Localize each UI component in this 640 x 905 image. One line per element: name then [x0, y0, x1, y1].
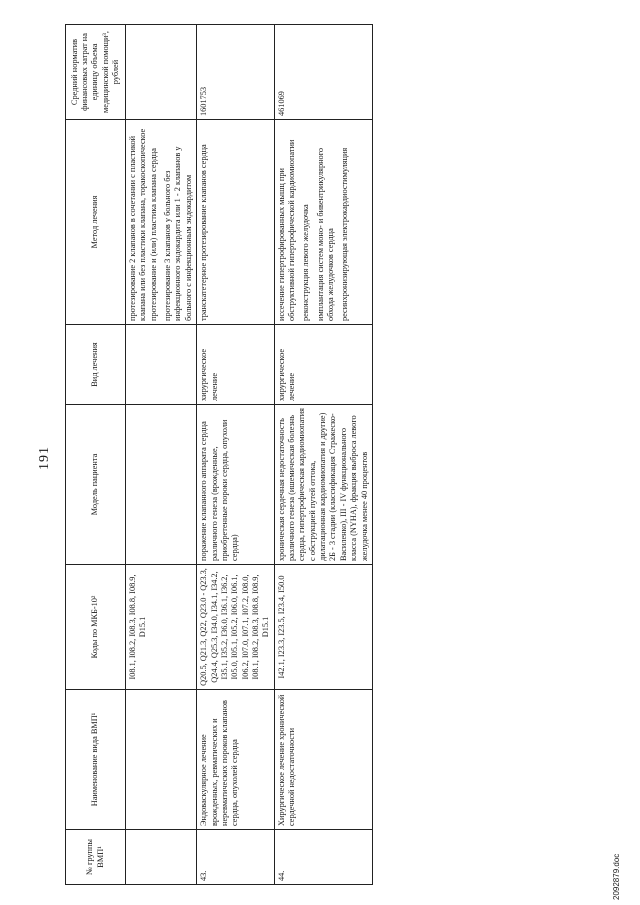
header-group-number: № группы ВМП¹: [66, 830, 126, 885]
vmp-table: [65, 24, 373, 885]
cost-norm: 1601753: [197, 25, 275, 120]
method-item: имплантация систем моно- и бивентрикулярного обхода желудочков сердца: [315, 147, 336, 321]
page-number: 191: [37, 446, 52, 470]
treatment-methods: [197, 120, 275, 325]
patient-model: хроническая сердечная недостаточность различного генеза (ишемическая болезнь сердца, гипертрофическая кардиомиопатия с обструкцией путей оттока, дилатационная кардиомиопатия и другие) 2Б - 3 стадии (классификация Стражеско-Василенко), III - IV функционального класса (NYHA), фракция выброса левого желудочка менее 40 процентов: [274, 405, 372, 565]
table-row: [126, 25, 197, 885]
vmp-name: [126, 690, 197, 830]
group-number: 43.: [197, 830, 275, 885]
vmp-name: Хирургическое лечение хронической сердечной недостаточности: [274, 690, 372, 830]
patient-model: поражение клапанного аппарата сердца различного генеза (врожденные, приобретенные пороки сердца, опухоли сердца): [197, 405, 275, 565]
cost-norm: 461069: [274, 25, 372, 120]
treatment-type: хирургическое лечение: [274, 325, 372, 405]
method-item: реконструкция левого желудочка: [301, 204, 311, 321]
icd-codes: I08.1, I08.2, I08.3, I08.8, I08.9, D15.1: [126, 565, 197, 690]
header-treatment-method: Метод лечения: [66, 120, 126, 325]
method-item: ресинхронизирующая электрокардиостимуляция: [340, 147, 350, 321]
cost-norm: [126, 25, 197, 120]
header-treatment-type: Вид лечения: [66, 325, 126, 405]
document-filename: 2092879.doc: [612, 853, 621, 900]
treatment-methods: [274, 120, 372, 325]
treatment-type: хирургическое лечение: [197, 325, 275, 405]
group-number: [126, 830, 197, 885]
table-row: [274, 25, 372, 885]
patient-model: [126, 405, 197, 565]
icd-codes: Q20.5, Q21.3, Q22, Q23.0 - Q23.3, Q24.4, Q25.3, I34.0, I34.1, I34.2, I35.1, I35.2, I36.0, I36.1, I36.2, I05.0, I05.1, I05.2, I06.0, I06.1, I06.2, I07.0, I07.1, I07.2, I08.0, I08.1, I08.2, I08.3, I08.8, I08.9, D15.1: [197, 565, 275, 690]
table-header-row: [66, 25, 126, 885]
treatment-type: [126, 325, 197, 405]
icd-codes: I42.1, I23.3, I23.5, I23.4, I50.0: [274, 565, 372, 690]
header-icd-codes: Коды по МКБ-10²: [66, 565, 126, 690]
vmp-name: Эндоваскулярное лечение врожденных, ревматических и неревматических пороков клапанов сердца, опухолей сердца: [197, 690, 275, 830]
group-number: 44.: [274, 830, 372, 885]
header-cost-norm: Средний норматив финансовых затрат на единицу объема медицинской помощи³, рублей: [66, 25, 126, 120]
method-item: иссечение гипертрофированных мышц при обструктивной гипертрофической кардиомиопатии: [276, 139, 297, 321]
header-vmp-name: Наименование вида ВМП¹: [66, 690, 126, 830]
header-patient-model: Модель пациента: [66, 405, 126, 565]
method-item: протезирование 3 клапанов у больного без инфекционного эндокардита или 1 - 2 клапанов у больного с инфекционным эндокардитом: [163, 146, 193, 321]
treatment-methods: [126, 120, 197, 325]
method-item: протезирование 2 клапанов в сочетании с пластикой клапана или без пластики клапана, торакоскопическое протезирование и (или) пластика клапана сердца: [128, 128, 158, 321]
method-item: транскатетерное протезирование клапанов сердца: [199, 144, 209, 321]
table-row: [197, 25, 275, 885]
